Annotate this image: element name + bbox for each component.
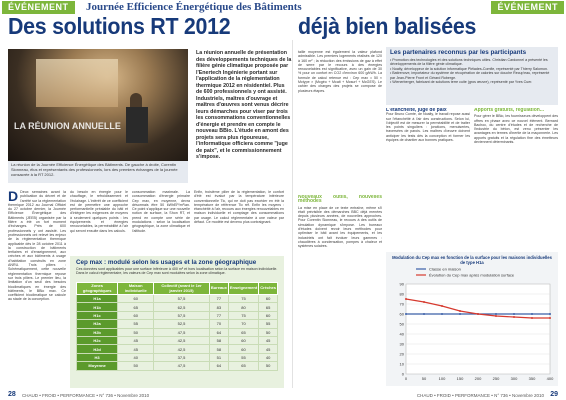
y-tick-label: 90 — [399, 281, 404, 287]
value-cell: 51 — [209, 353, 228, 361]
data-point — [459, 313, 461, 315]
x-tick-label: 250 — [492, 376, 500, 381]
value-cell: 50 — [118, 362, 154, 370]
table-row — [77, 320, 278, 328]
table-header-cell: Zones géographiques — [77, 283, 118, 295]
x-tick-label: 0 — [404, 376, 408, 381]
data-point — [441, 313, 443, 315]
projection-screen — [36, 59, 118, 107]
value-cell: 55 — [118, 320, 154, 328]
partners-list — [390, 58, 554, 84]
legend-label: Classe en maison — [429, 266, 461, 272]
value-cell: 64 — [209, 328, 228, 336]
table-header-cell: Collectif (avant le 1er janvier 2015) — [154, 283, 210, 295]
cep-chart-box — [386, 252, 558, 386]
body-column-2: du besoin en énergie pour le chauffage, le refroidissement et l'éclairage. L'intérêt de ce coefficient est de permettre une approche performantielle préalable du bâti et d'intégrer les exigences de moyens à seulement quelques points : les équipements et énergies renouvelables, la perméabilité à l'air qui seront ensuite dans les calculs. — [70, 190, 128, 233]
kicker-right: ÉVÉNEMENT — [491, 1, 564, 14]
value-cell: 47,5 — [154, 328, 210, 336]
partner-item: • Promotion des technologies et des solutions techniques utiles. Christian Cardonnel a présenté les développements de la filière génie climatique. — [390, 58, 548, 67]
value-cell: 57,5 — [154, 311, 210, 319]
partner-item: • Batirenove, importateur du système de récupération de calories sur douche Recup'eau, représenté par Jean-Pierre Front et Gérard Roberge. — [390, 71, 550, 80]
zone-cell: H1a — [77, 295, 118, 303]
zone-cell: H2c — [77, 336, 118, 344]
legend-label: Évolution du Cep max après modulation surface — [429, 272, 515, 278]
footer-text-left: CHAUD • FROID • PERFORMANCE • N° 736 • Novembre 2010 — [22, 393, 150, 398]
value-cell: 77 — [209, 295, 228, 303]
x-tick-label: 400 — [546, 376, 554, 381]
value-cell: 52,5 — [154, 320, 210, 328]
value-cell: 70 — [228, 320, 258, 328]
value-cell: 50 — [259, 328, 278, 336]
data-point — [477, 313, 479, 315]
zone-cell: H3 — [77, 353, 118, 361]
table-row — [77, 353, 278, 361]
cep-max-box — [70, 256, 284, 388]
partners-box — [386, 47, 558, 105]
table-header-cell: Bureaux — [209, 283, 228, 295]
headline-right: déjà bien balisées — [298, 13, 477, 39]
y-tick-label: 60 — [399, 311, 404, 317]
page-header — [0, 0, 566, 40]
value-cell: 60 — [228, 345, 258, 353]
table-row — [77, 303, 278, 311]
value-cell: 62,5 — [154, 303, 210, 311]
value-cell: 65 — [228, 328, 258, 336]
x-tick-label: 50 — [421, 376, 427, 381]
y-tick-label: 10 — [399, 361, 404, 367]
value-cell: 45 — [259, 345, 278, 353]
data-point — [531, 313, 533, 315]
page-footer — [0, 390, 566, 400]
value-cell: 83 — [209, 303, 228, 311]
y-tick-label: 40 — [399, 331, 404, 337]
cep-max-intro: Ces données sont applicables pour une surface inférieure à 400 m² et hors localisation selon la surface en maison individuelle. Dans le calcul réglementaire, les valeurs de Cep max sont modulées selon la zone climatique. — [76, 267, 278, 276]
value-cell: 55 — [259, 320, 278, 328]
data-point — [549, 317, 551, 319]
cep-line-chart — [386, 266, 558, 386]
table-header-cell: Crèches — [259, 283, 278, 295]
zone-cell: H1c — [77, 311, 118, 319]
table-row — [77, 362, 278, 370]
data-point — [513, 316, 515, 318]
y-tick-label: 20 — [399, 351, 404, 357]
footer-text-right: CHAUD • FROID • PERFORMANCE • N° 736 • Novembre 2010 — [416, 393, 544, 398]
data-point — [459, 310, 461, 312]
data-point — [513, 313, 515, 315]
intro-paragraph: La réunion annuelle de présentation des développements techniques de la filière génie climatique proposée par l'Enertech Ingénierie portant sur l'application de la réglementation thermique 2012 en résidentiel. Plus de 600 professionnels y ont assisté. Industriels, maîtres d'ouvrage et maîtres d'œuvres sont venus décrire leurs démarches pour viser par trois les consommations conventionnelles d'énergie et prendre en compte le nouveau BBio. L'étude en amont des projets sera plus rigoureuse, l'informatique officiera comme "juge de paix", et le commissionnement s'impose. — [196, 50, 292, 160]
y-tick-label: 70 — [399, 301, 404, 307]
photo-caption: La réunion de la Journée Efficience Énergétique des Bâtiments. De gauche à droite, Corentin Sionneau, élus et représentants des professionnels, lors des premiers échanges de la journée consacrée à la RT 2012. — [8, 161, 188, 183]
conference-photo — [8, 49, 188, 161]
zone-cell: H2a — [77, 320, 118, 328]
screen-label: LA RÉUNION ANNUELLE — [14, 121, 121, 131]
x-tick-label: 350 — [528, 376, 536, 381]
value-cell: 75 — [228, 311, 258, 319]
page-number-left: 28 — [8, 391, 16, 398]
body-text-1: Deux semaines avant la publication du décret et de l'arrêté sur la réglementation thermique 2012 au Journal Officiel du 27 octobre dernier, la Journée Efficience Énergétique des Bâtiments (JEEB) organisée par la filière a été un fort moment d'échanges. Près de 600 professionnels y ont assisté. Les professionnels ont relevé les enjeux de la réglementation thermique applicable dès le 28 octobre 2011 à la construction de bâtiments tertiaires et d'enseignement, aux crèches et aux bâtiments à usage d'habitation construits en zone ANRU. Trois piliers : Schématiquement, cette nouvelle réglementation thermique repose sur trois piliers. Le premier lieu, la limitation d'un seuil des besoins bioclimatiques en énergie des bâtiments, le BBio max. Ce coefficient bioclimatique se calcule au stade de la conception. — [8, 190, 66, 302]
page-number-right: 29 — [550, 391, 558, 398]
page-spine — [292, 40, 293, 388]
x-tick-label: 300 — [510, 376, 518, 381]
value-cell: 58 — [209, 345, 228, 353]
y-tick-label: 0 — [401, 371, 404, 377]
value-cell: 70 — [209, 320, 228, 328]
table-row — [77, 336, 278, 344]
table-row — [77, 345, 278, 353]
x-tick-label: 100 — [438, 376, 446, 381]
value-cell: 64 — [209, 362, 228, 370]
x-tick-label: 150 — [456, 376, 464, 381]
value-cell: 65 — [118, 303, 154, 311]
event-title-left: Journée Efficience Énergétique des Bâtiments — [86, 1, 302, 13]
value-cell: 65 — [228, 362, 258, 370]
partner-item: • Wienerberger, fabricant de solutions terre cuite (gros œuvre), représenté par Yves Cuer. — [390, 80, 533, 85]
body-column-1 — [8, 190, 66, 386]
right-column-2 — [298, 195, 382, 385]
table-row — [77, 311, 278, 319]
x-tick-label: 200 — [474, 376, 482, 381]
table-header-cell: Enseignement — [228, 283, 258, 295]
table-body — [77, 295, 278, 371]
value-cell: 77 — [209, 311, 228, 319]
data-point — [405, 298, 407, 300]
data-point — [495, 313, 497, 315]
zone-cell: H2b — [77, 328, 118, 336]
value-cell: 55 — [228, 353, 258, 361]
right-column-2-text: La mise en place de ce texte entraîne, même s'il était prévisible des démarches BBC déjà menées depuis plusieurs années, de nouvelles approches. Pour Corentin Sionneau, le recours à des outils de simulation dynamique s'impose. Les bureaux d'études doivent revoir leurs méthodes pour optimiser le bâti avant les équipements, et les industriels ont fait évoluer leurs gammes : chaudières à condensation, pompes à chaleur et systèmes solaires. — [298, 205, 382, 249]
partner-item: • Noalty, développeur de la solution informatique Pléiades-Comfie, représenté par Thierry Salomon. — [390, 66, 548, 71]
data-point — [549, 313, 551, 315]
value-cell: 37,5 — [154, 353, 210, 361]
right-column-4-text: Pour gérer le BBio, les fournisseurs développent des offres en phase avec ce nouvel élément. Bernard Bachoc, du centre d'études et de recherche de l'industrie du béton, est venu présenter les avantages en termes d'inertie de la maçonnerie. Les apports gratuits et la régulation fine des émetteurs deviennent déterminants. — [474, 114, 558, 145]
data-point — [495, 315, 497, 317]
headline-left: Des solutions RT 2012 — [8, 13, 231, 39]
kicker-left: ÉVÉNEMENT — [2, 1, 75, 14]
value-cell: 60 — [118, 295, 154, 303]
table-header-row — [77, 283, 278, 295]
value-cell: 45 — [118, 336, 154, 344]
data-point — [423, 301, 425, 303]
body-column-3: consommation maximale. La consommation d'énergie primaire Cep max, en moyenne, devra désormais être 50 kWhEP/m²/an. Ce point s'applique sur une nouvelle notion de surface, la Shon RT, et prend en compte une série de modulations : selon la localisation géographique, la zone climatique et l'altitude. — [132, 190, 190, 233]
value-cell: 42,5 — [154, 336, 210, 344]
right-column-3-text: Pour Bruno Comte, de Noalty, le travail repose aussi sur l'étanchéité à l'air des constructions. Selon lui, l'objectif est de mesurer la perméabilité et de traiter les points singuliers : jonctions, menuiseries, traversées de parois. Les maîtres d'œuvre doivent anticiper les tests dès la conception et former les équipes de chantier aux bonnes pratiques. — [386, 112, 470, 143]
value-cell: 40 — [259, 353, 278, 361]
zone-cell: H2d — [77, 345, 118, 353]
section-etancheite-title: L'étanchéité, juge de paix — [386, 108, 447, 113]
data-point — [531, 317, 533, 319]
drop-cap: D — [8, 190, 19, 204]
value-cell: 50 — [259, 362, 278, 370]
value-cell: 58 — [209, 336, 228, 344]
chart-title: Modulation du Cep max en fonction de la surface pour les maisons individuelles de type H1a — [392, 255, 552, 265]
value-cell: 80 — [228, 303, 258, 311]
value-cell: 65 — [259, 303, 278, 311]
data-point — [441, 305, 443, 307]
value-cell: 42,5 — [154, 345, 210, 353]
podium — [126, 107, 148, 143]
table-header-cell: Maison individuelle — [118, 283, 154, 295]
partners-title: Les partenaires reconnus par les participants — [390, 49, 527, 56]
y-tick-label: 30 — [399, 341, 404, 347]
plot-area — [406, 284, 550, 374]
value-cell: 50 — [118, 328, 154, 336]
value-cell: 60 — [228, 336, 258, 344]
value-cell: 60 — [118, 311, 154, 319]
right-column-1: taille moyenne est également la valeur plafond admissible. Les premiers logements réalisés de 120 à 160 m² ; la réduction des émissions de gaz à effet de serre par le recours à des énergies renouvelables est significative, avec un gain de 30 % pour un confort en CO2 d'environ 600 g/kWh. La formule de calcul retenue est : Cep max = 50 × Mctype × (Mcgéo + Mcalt + Mcsurf + McGES). Le cahier des charges des projets se compose de plusieurs étapes. — [298, 50, 382, 93]
value-cell: 75 — [228, 295, 258, 303]
table-row — [77, 328, 278, 336]
cep-max-table — [76, 282, 278, 371]
table-row — [77, 295, 278, 303]
y-tick-label: 50 — [399, 321, 404, 327]
value-cell: 60 — [259, 295, 278, 303]
body-column-4: Enfin, troisième pilier de la réglementation, le confort d'été est évalué par la température intérieure conventionnelle Tic, qui ne doit pas excéder en été la température de référence Tic réf. Enfin les moyens : étanchéité à l'air, recours aux énergies renouvelables en maison individuelle et comptage des consommations par usage. Le calcul réglementaire à une valeur par défaut. Ce modèle est devenu plus contraignant. — [194, 190, 284, 225]
section-title: Nouveaux outils, nouvelles méthodes — [298, 195, 382, 205]
right-column-4 — [474, 108, 558, 248]
data-point — [423, 313, 425, 315]
zone-cell: H1b — [77, 303, 118, 311]
cep-max-title: Cep max : modulé selon les usages et la zone géographique — [76, 259, 257, 266]
value-cell: 45 — [259, 336, 278, 344]
value-cell: 57,5 — [154, 295, 210, 303]
section-apports-title: Apports gratuits, régulation... — [474, 108, 545, 113]
data-point — [405, 313, 407, 315]
value-cell: 60 — [259, 311, 278, 319]
right-column-3 — [386, 108, 470, 248]
value-cell: 45 — [118, 345, 154, 353]
zone-cell: Moyenne — [77, 362, 118, 370]
y-tick-label: 80 — [399, 291, 404, 297]
value-cell: 40 — [118, 353, 154, 361]
value-cell: 47,5 — [154, 362, 210, 370]
